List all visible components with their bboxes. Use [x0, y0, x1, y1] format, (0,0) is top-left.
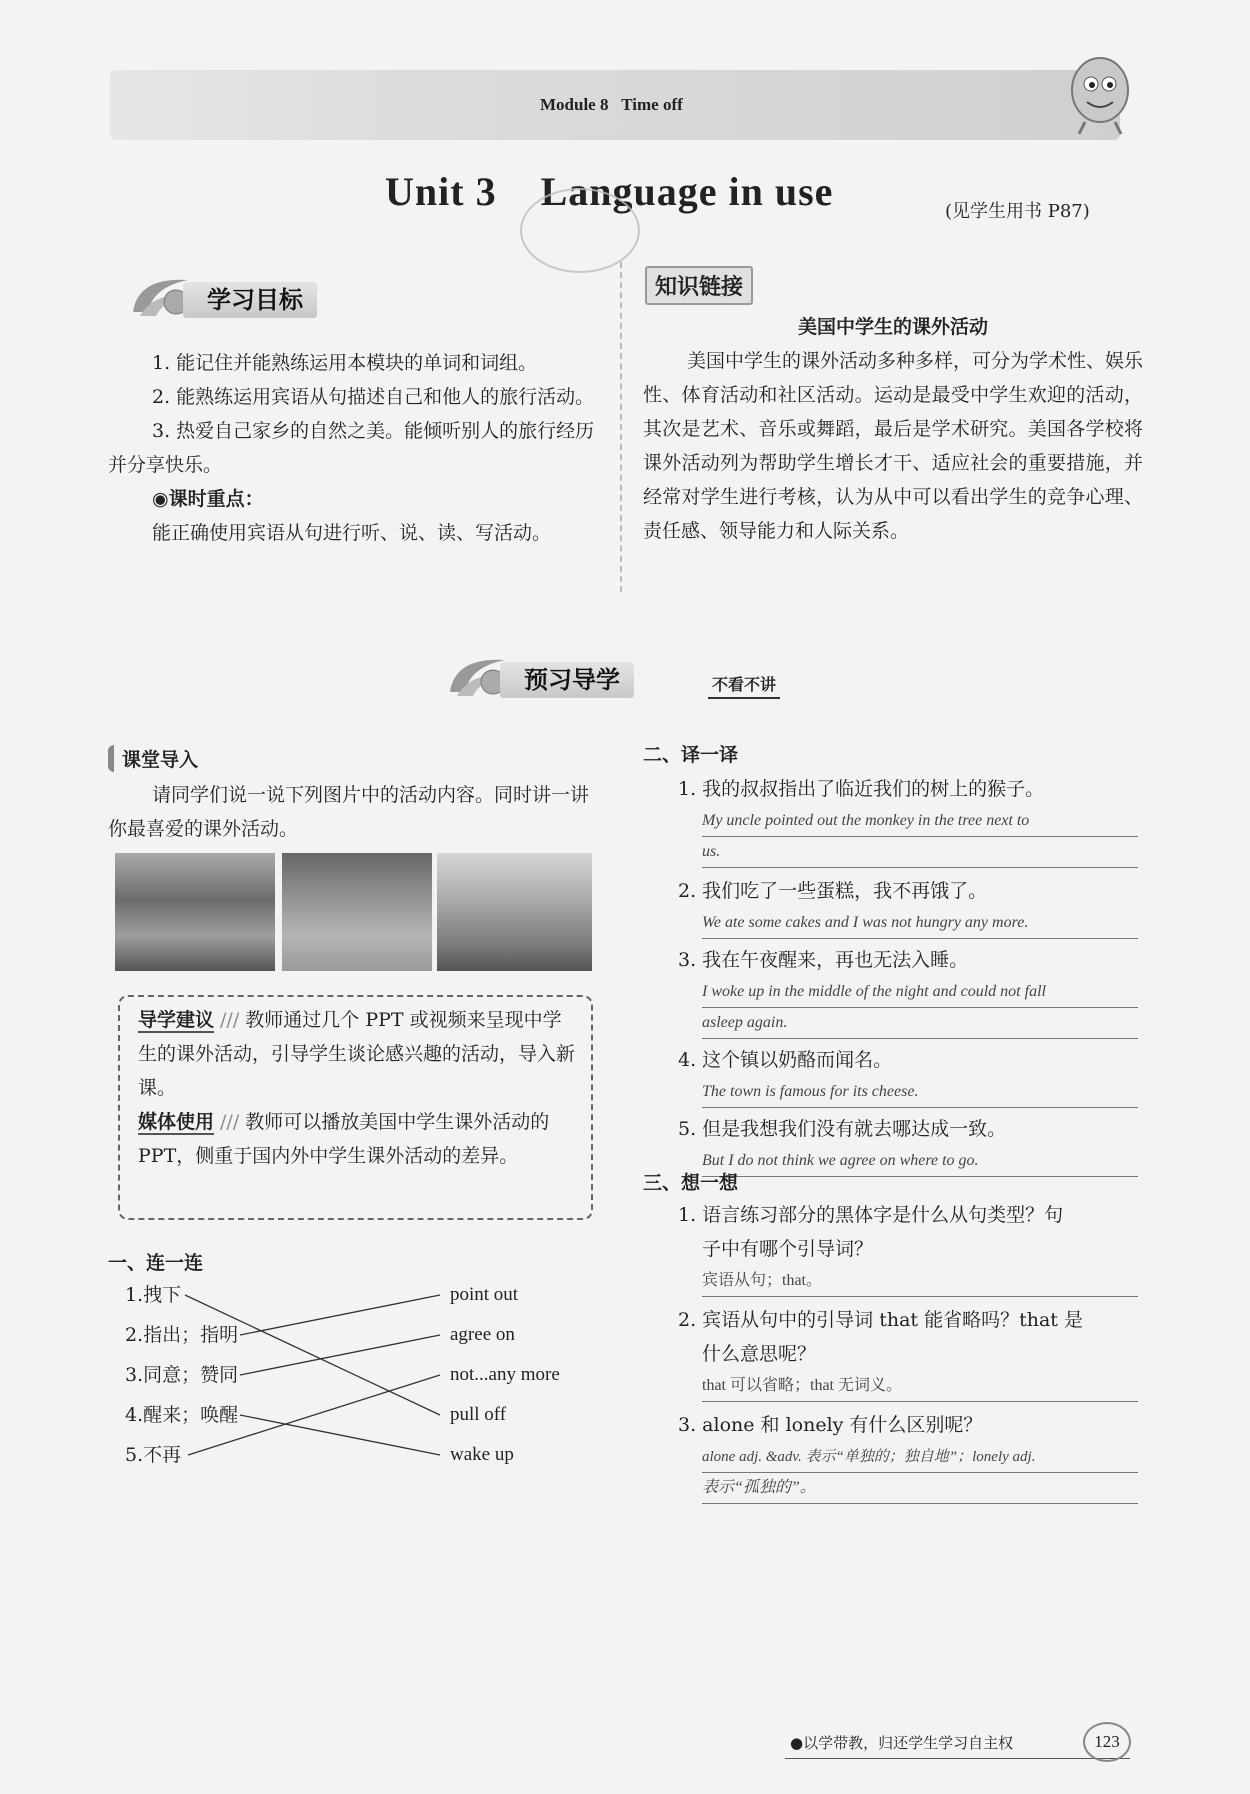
match-right-2: agree on — [450, 1324, 515, 1345]
translate-a-1: My uncle pointed out the monkey in the tree next to — [702, 806, 1138, 837]
match-left-2: 2.指出；指明 — [125, 1324, 239, 1346]
translate-a-3: I woke up in the middle of the night and could not fall — [702, 977, 1138, 1008]
intro-heading-text: 课堂导入 — [122, 749, 199, 771]
think-a-3: alone adj. &adv. 表示“单独的；独自地”；lonely adj. — [702, 1442, 1138, 1473]
objective-item: 2. 能熟练运用宾语从句描述自己和他人的旅行活动。 — [152, 386, 595, 408]
translate-q-3: 3. 我在午夜醒来，再也无法入睡。 — [678, 949, 969, 971]
think-a-2: that 可以省略；that 无词义。 — [702, 1371, 1138, 1402]
match-line-4 — [240, 1415, 440, 1455]
module-label: Module 8 Time off — [540, 95, 683, 114]
translate-a-2: We ate some cakes and I was not hungry any more. — [702, 908, 1138, 939]
footer-slogan: ●以学带教，归还学生学习自主权 — [790, 1734, 1014, 1752]
preview-subtitle: 不看不讲 — [708, 672, 780, 699]
match-left-3: 3.同意；赞同 — [125, 1364, 239, 1386]
key-point-text: 能正确使用宾语从句进行听、说、读、写活动。 — [152, 522, 552, 544]
translate-heading: 二、译一译 — [643, 744, 739, 766]
knowledge-title: 美国中学生的课外活动 — [797, 316, 988, 338]
translate-q-4: 4. 这个镇以奶酪而闻名。 — [678, 1049, 893, 1071]
think-a-1: 宾语从句；that。 — [702, 1266, 1138, 1297]
knowledge-heading: 知识链接 — [645, 266, 753, 305]
translate-a-5: But I do not think we agree on where to go. — [702, 1146, 1138, 1177]
match-line-2 — [240, 1295, 440, 1335]
think-list — [678, 1198, 1138, 1504]
page-number: 123 — [1083, 1722, 1131, 1762]
match-right-5: wake up — [450, 1444, 514, 1465]
translate-q-2: 2. 我们吃了一些蛋糕，我不再饿了。 — [678, 880, 988, 902]
translate-a-3-cont: asleep again. — [702, 1008, 1138, 1039]
intro-text: 请同学们说一说下列图片中的活动内容。同时讲一讲你最喜爱的课外活动。 — [108, 784, 590, 840]
think-q-1: 1. 语言练习部分的黑体字是什么从句类型？句 — [678, 1204, 1064, 1226]
unit-title: Unit 3 Language in use — [385, 169, 834, 214]
objectives-title: 学习目标 — [183, 282, 317, 318]
translate-list — [678, 772, 1138, 1177]
think-a-3-cont: 表示“孤独的”。 — [702, 1473, 1138, 1504]
match-line-3 — [240, 1335, 440, 1375]
match-right-4: pull off — [450, 1404, 507, 1425]
guide-text: 教师通过几个 PPT 或视频来呈现中学生的课外活动，引导学生谈论感兴趣的活动，导入新课。 — [138, 1009, 576, 1099]
match-right-1: point out — [450, 1284, 519, 1305]
translate-a-4: The town is famous for its cheese. — [702, 1077, 1138, 1108]
match-left-4: 4.醒来；唤醒 — [125, 1404, 239, 1426]
think-q-2-cont: 什么意思呢？ — [702, 1343, 817, 1365]
preview-title: 预习导学 — [500, 662, 634, 698]
match-line-1 — [185, 1295, 440, 1415]
guide-label: 导学建议 — [138, 1009, 215, 1031]
objective-item: 3. 热爱自己家乡的自然之美。能倾听别人的旅行经历并分享快乐。 — [108, 420, 595, 476]
translate-q-1: 1. 我的叔叔指出了临近我们的树上的猴子。 — [678, 778, 1045, 800]
page-reference: (见学生用书 P87) — [945, 201, 1090, 222]
match-left-5: 5.不再 — [125, 1444, 182, 1466]
translate-q-5: 5. 但是我想我们没有就去哪达成一致。 — [678, 1118, 1007, 1140]
think-q-3: 3. alone 和 lonely 有什么区别呢？ — [678, 1414, 983, 1436]
footer-rule — [785, 1758, 1130, 1759]
objective-item: 1. 能记住并能熟练运用本模块的单词和词组。 — [152, 352, 538, 374]
think-q-2: 2. 宾语从句中的引导词 that 能省略吗？that 是 — [678, 1309, 1083, 1331]
media-label: 媒体使用 — [138, 1111, 215, 1133]
match-right-3: not...any more — [450, 1364, 560, 1385]
think-q-1-cont: 子中有哪个引导词？ — [702, 1238, 874, 1260]
tips-content: 导学建议 /// 教师通过几个 PPT 或视频来呈现中学生的课外活动，引导学生谈论感兴趣的活动，导入新课。 媒体使用 /// 教师可以播放美国中学生课外活动的 PPT，侧重于国内外中学生课外活动的差异。 — [138, 1009, 576, 1167]
match-line-5 — [188, 1375, 440, 1455]
knowledge-text: 美国中学生的课外活动多种多样，可分为学术性、娱乐性、体育活动和社区活动。运动是最受中学生欢迎的活动，其次是艺术、音乐或舞蹈，最后是学术研究。美国各学校将课外活动列为帮助学生增长才干、适应社会的重要措施，并经常对学生进行考核，认为从中可以看出学生的竞争心理、责任感、领导能力和人际关系。 — [643, 350, 1144, 542]
think-heading: 三、想一想 — [643, 1172, 739, 1194]
media-text: 教师可以播放美国中学生课外活动的 PPT，侧重于国内外中学生课外活动的差异。 — [138, 1111, 550, 1167]
translate-a-1-cont: us. — [702, 837, 1138, 868]
match-heading: 一、连一连 — [108, 1252, 204, 1274]
match-left-1: 1.拽下 — [125, 1284, 182, 1306]
key-point-label: ◉课时重点： — [152, 488, 264, 510]
